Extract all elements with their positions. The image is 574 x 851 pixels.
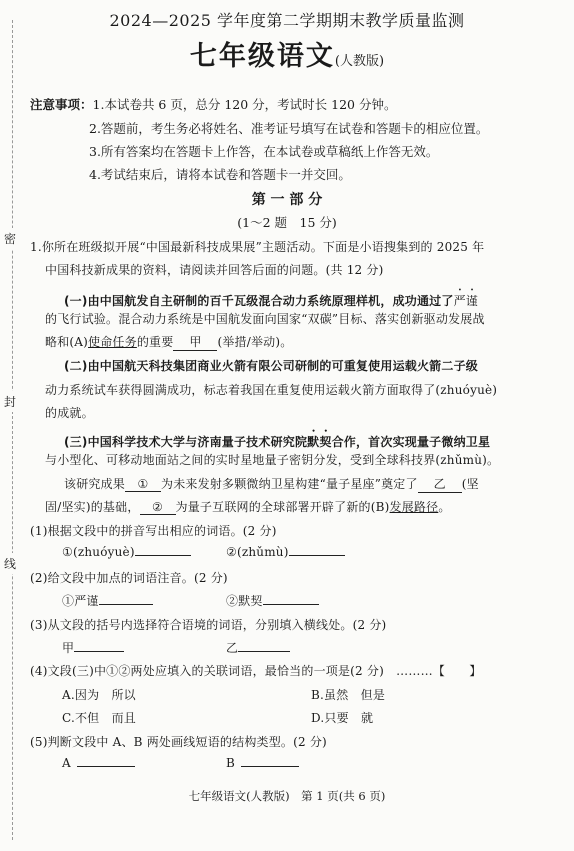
notes-item-3: 3.所有答案均在答题卡上作答，在本试卷或草稿纸上作答无效。 bbox=[89, 144, 439, 159]
sub5-label-b: B bbox=[226, 756, 236, 770]
passage2-line2: 动力系统试车获得圆满成功，标志着我国在重复使用运载火箭方面取得了(zhuóyuè) bbox=[45, 383, 498, 397]
answer-blank[interactable] bbox=[263, 604, 319, 605]
underlined-phrase-b: 发展路径 bbox=[389, 500, 439, 514]
passage3-text-e: (坚 bbox=[461, 477, 479, 491]
page-footer: 七年级语文(人教版) 第 1 页(共 6 页) bbox=[188, 789, 386, 803]
underlined-phrase-a: 使命任务 bbox=[88, 335, 137, 349]
notes-first bbox=[30, 95, 396, 113]
passage1-text-a: 略和(A) bbox=[45, 335, 89, 349]
option-d[interactable]: D.只要 就 bbox=[311, 711, 374, 725]
sub5-answer-a bbox=[62, 756, 135, 770]
sub5-label-a: A bbox=[62, 756, 71, 770]
sub-question-4: (4)文段(三)中①②两处应填入的关联词语，最恰当的一项是(2 分) ………【 】 bbox=[30, 664, 482, 678]
sub1-answer-a bbox=[62, 545, 191, 559]
sub3-answer-a bbox=[62, 639, 124, 656]
answer-blank[interactable] bbox=[238, 651, 290, 652]
passage1-text: (一)由中国航发自主研制的百千瓦级混合动力系统原理样机，成功通过了 bbox=[64, 294, 454, 308]
q1-stem-line1: 1.你所在班级拟开展“中国最新科技成果展”主题活动。下面是小语搜集到的 2025 年 bbox=[30, 240, 485, 254]
subject-title bbox=[0, 34, 574, 73]
notes-item-4: 4.考试结束后，请将本试卷和答题卡一并交回。 bbox=[89, 167, 351, 182]
passage3-text-b: 合作，首次实现量子微纳卫星 bbox=[331, 435, 491, 449]
subject-name: 七年级语文 bbox=[189, 41, 335, 72]
sub1-label-a: ①(zhuóyuè) bbox=[62, 545, 135, 559]
passage3-text-g: 为量子互联网的全球部署开辟了新的(B) bbox=[175, 500, 390, 514]
passage3-text-f: 固/坚实)的基础， bbox=[45, 500, 140, 514]
passage3-text-h: 。 bbox=[438, 500, 451, 514]
blank-1: ① bbox=[125, 477, 161, 492]
sub3-answer-b bbox=[226, 639, 290, 656]
passage1-line2: 的飞行试验。混合动力系统是中国航发面向国家“双碳”目标、落实创新驱动发展战 bbox=[45, 312, 485, 326]
sub2-label-a: ①严谨 bbox=[62, 594, 99, 608]
binding-line bbox=[12, 20, 13, 840]
passage3-line3 bbox=[64, 475, 479, 493]
sub-question-2: (2)给文段中加点的词语注音。(2 分) bbox=[30, 571, 228, 585]
sub1-answer-b bbox=[226, 545, 345, 559]
passage2-line3: 的成就。 bbox=[45, 406, 94, 420]
section-title: 第 一 部 分 bbox=[251, 192, 323, 208]
edition-label: (人教版) bbox=[334, 54, 385, 69]
passage3-text-c: 该研究成果 bbox=[64, 477, 126, 491]
sub-question-5: (5)判断文段中 A、B 两处画线短语的结构类型。(2 分) bbox=[30, 735, 327, 749]
answer-blank[interactable] bbox=[77, 766, 135, 767]
passage3-text-a: (三)中国科学技术大学与济南量子技术研究院 bbox=[64, 435, 308, 449]
passage3-line2: 与小型化、可移动地面站之间的实时星地量子密钥分发，受到全球科技界(zhǔmù)。 bbox=[45, 453, 500, 467]
passage3-text-d: 为未来发射多颗微纳卫星构建“量子星座”奠定了 bbox=[161, 477, 418, 491]
sub1-label-b: ②(zhǔmù) bbox=[226, 545, 289, 559]
sub-question-3: (3)从文段的括号内选择符合语境的词语，分别填入横线处。(2 分) bbox=[30, 618, 387, 632]
option-b[interactable]: B.虽然 但是 bbox=[311, 688, 386, 702]
passage2-line1: (二)由中国航天科技集团商业火箭有限公司研制的可重复使用运载火箭二子级 bbox=[64, 359, 478, 373]
option-c[interactable]: C.不但 而且 bbox=[62, 711, 136, 725]
exam-title: 2024—2025 学年度第二学期期末教学质量监测 bbox=[109, 11, 465, 30]
sub2-answer-b bbox=[226, 592, 319, 609]
passage1-line1 bbox=[64, 287, 478, 309]
answer-blank[interactable] bbox=[74, 651, 124, 652]
answer-blank[interactable] bbox=[99, 604, 153, 605]
blank-jia: 甲 bbox=[173, 333, 217, 351]
sub2-label-b: ②默契 bbox=[226, 594, 263, 608]
section-subtitle: (1～2 题 15 分) bbox=[237, 215, 337, 230]
binding-char-mi: 密 bbox=[4, 228, 16, 249]
blank-yi: 乙 bbox=[418, 475, 462, 493]
dotted-word-yanjin: 严谨 bbox=[453, 294, 478, 308]
sub5-answer-b bbox=[226, 756, 299, 770]
binding-char-xian: 线 bbox=[4, 553, 16, 574]
passage1-text-b: 的重要 bbox=[136, 335, 174, 349]
dotted-word-moqi: 默契 bbox=[307, 435, 332, 449]
passage3-line4 bbox=[45, 498, 451, 515]
passage1-line3 bbox=[45, 333, 292, 351]
passage1-text-c: (举措/举动)。 bbox=[217, 335, 293, 349]
notes-item-2: 2.答题前，考生务必将姓名、准考证号填写在试卷和答题卡的相应位置。 bbox=[89, 121, 489, 136]
q1-stem-line2: 中国科技新成果的资料，请阅读并回答后面的问题。(共 12 分) bbox=[45, 263, 384, 277]
blank-2: ② bbox=[140, 500, 176, 515]
answer-blank[interactable] bbox=[241, 766, 299, 767]
sub3-label-a: 甲 bbox=[62, 641, 75, 655]
answer-blank[interactable] bbox=[289, 555, 345, 556]
notes-label: 注意事项： bbox=[30, 97, 93, 112]
binding-char-feng: 封 bbox=[4, 391, 16, 412]
passage3-line1 bbox=[64, 428, 490, 450]
option-a[interactable]: A.因为 所以 bbox=[62, 688, 136, 702]
answer-blank[interactable] bbox=[135, 555, 191, 556]
sub2-answer-a bbox=[62, 592, 153, 609]
sub-question-1: (1)根据文段中的拼音写出相应的词语。(2 分) bbox=[30, 524, 277, 538]
sub3-label-b: 乙 bbox=[226, 641, 239, 655]
notes-item-1: 1.本试卷共 6 页，总分 120 分，考试时长 120 分钟。 bbox=[92, 97, 397, 112]
